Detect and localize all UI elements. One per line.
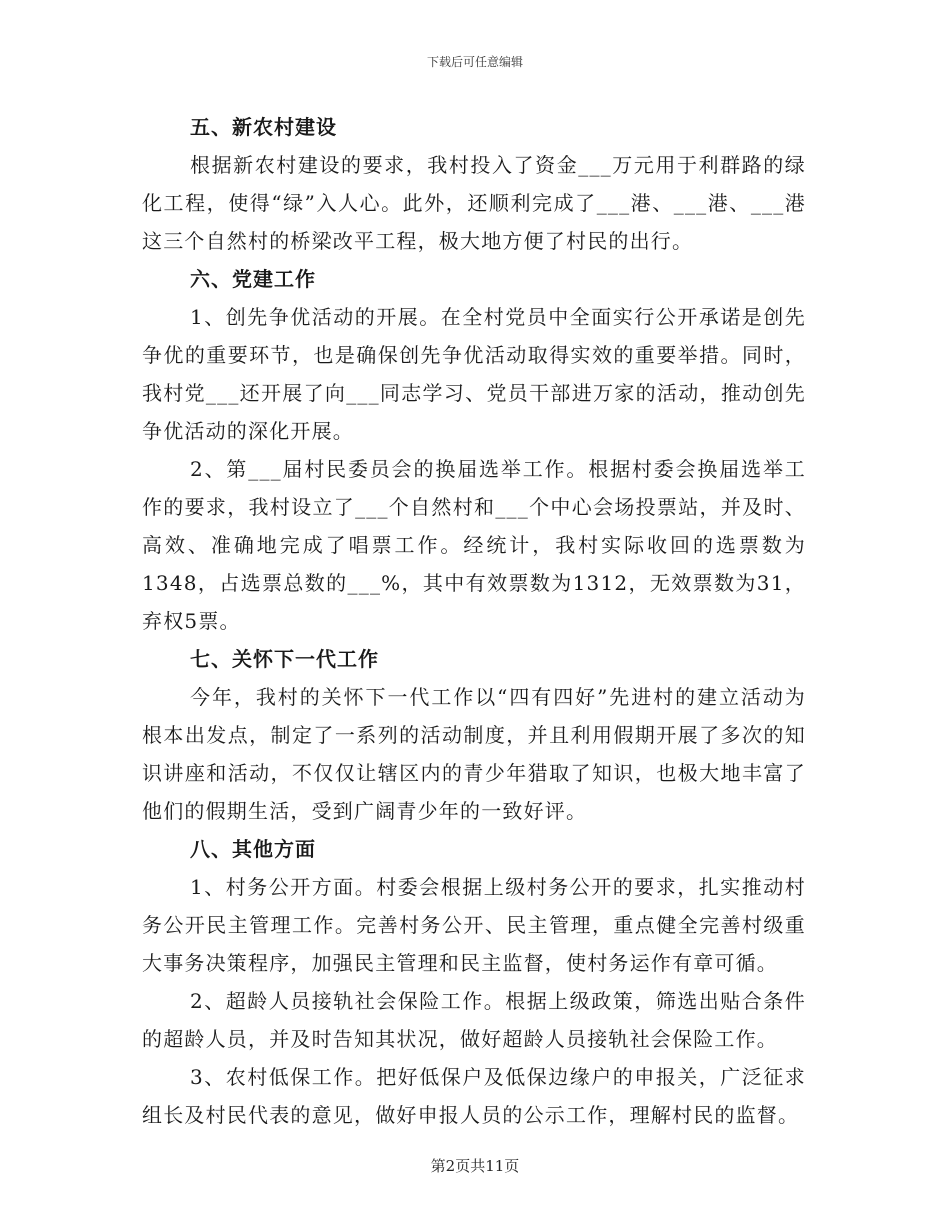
section-party-building: [142, 260, 806, 640]
section-heading: 五、新农村建设: [190, 115, 337, 139]
page-number: 第2页共11页: [430, 1157, 520, 1175]
paragraph: 1、村务公开方面。村委会根据上级村务公开的要求，扎实推动村务公开民主管理工作。完善村务公开、民主管理，重点健全完善村级重大事务决策程序，加强民主管理和民主监督，使村务运作有章可循。: [142, 875, 806, 975]
section-next-generation: [142, 640, 806, 830]
section-new-countryside: [142, 108, 806, 260]
paragraph: 3、农村低保工作。把好低保户及低保边缘户的申报关，广泛征求组长及村民代表的意见，做好申报人员的公示工作，理解村民的监督。: [142, 1065, 806, 1127]
paragraph: 根据新农村建设的要求，我村投入了资金___万元用于利群路的绿化工程，使得“绿”入人心。此外，还顺利完成了___港、___港、___港这三个自然村的桥梁改平工程，极大地方便了村民的出行。: [142, 153, 806, 253]
section-other-aspects: [142, 830, 806, 1134]
paragraph: 今年，我村的关怀下一代工作以“四有四好”先进村的建立活动为根本出发点，制定了一系列的活动制度，并且利用假期开展了多次的知识讲座和活动，不仅仅让辖区内的青少年猎取了知识，也极大地丰富了他们的假期生活，受到广阔青少年的一致好评。: [142, 685, 806, 823]
document-body: [142, 108, 806, 1134]
page-header-note: 下载后可任意编辑: [426, 55, 523, 69]
section-heading: 六、党建工作: [190, 267, 316, 291]
paragraph: 2、第___届村民委员会的换届选举工作。根据村委会换届选举工作的要求，我村设立了___个自然村和___个中心会场投票站，并及时、高效、准确地完成了唱票工作。经统计，我村实际收回的选票数为1348，占选票总数的___%，其中有效票数为1312，无效票数为31，弃权5票。: [142, 457, 806, 633]
paragraph: 1、创先争优活动的开展。在全村党员中全面实行公开承诺是创先争优的重要环节，也是确保创先争优活动取得实效的重要举措。同时，我村党___还开展了向___同志学习、党员干部进万家的活动，推动创先争优活动的深化开展。: [142, 305, 806, 443]
paragraph: 2、超龄人员接轨社会保险工作。根据上级政策，筛选出贴合条件的超龄人员，并及时告知其状况，做好超龄人员接轨社会保险工作。: [142, 989, 806, 1051]
section-heading: 八、其他方面: [190, 837, 316, 861]
section-heading: 七、关怀下一代工作: [190, 647, 379, 671]
